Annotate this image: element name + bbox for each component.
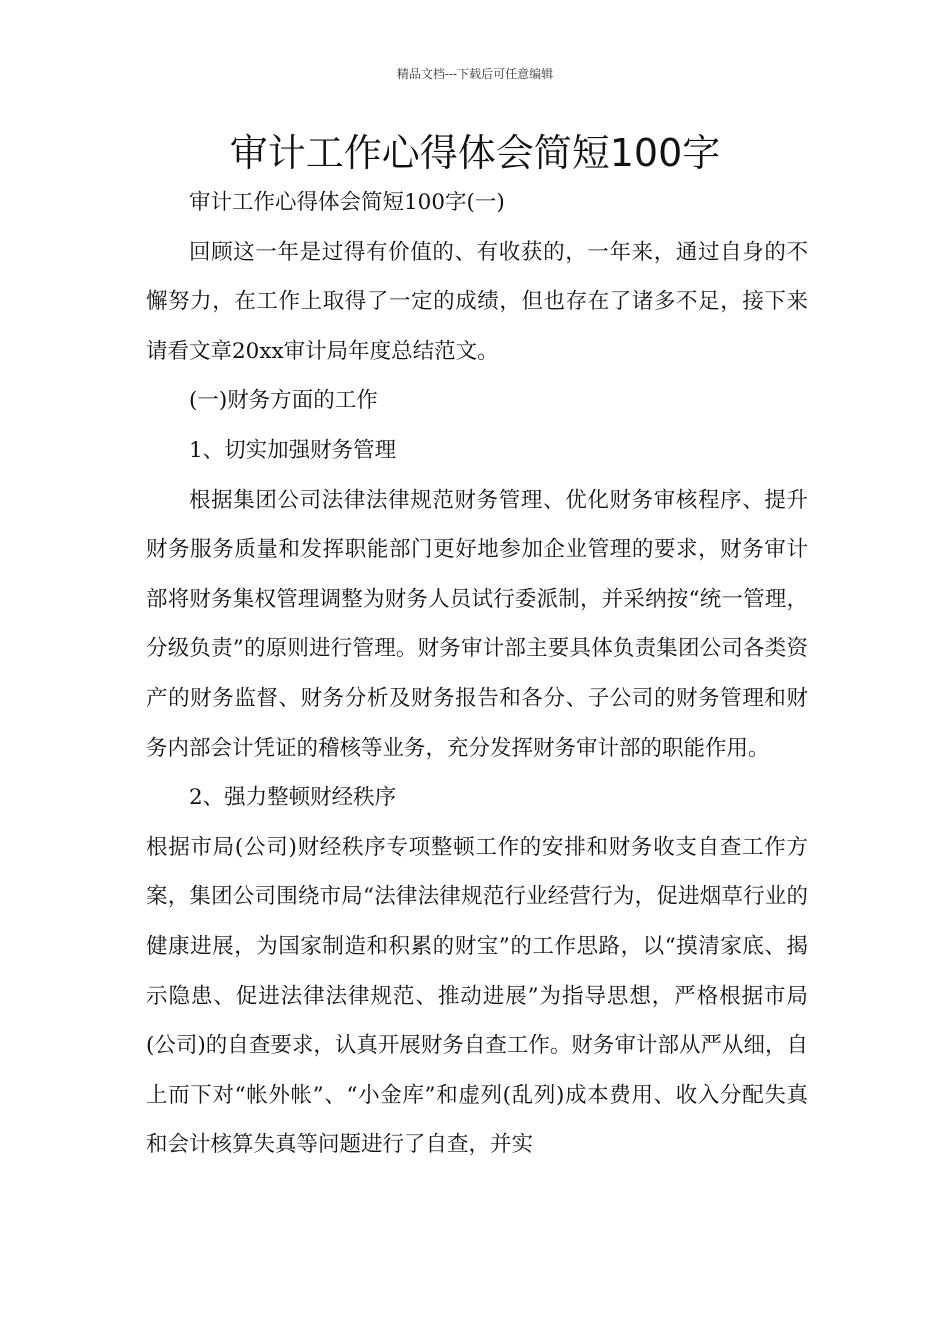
section-heading-1: 审计工作心得体会简短100字(一) [189,190,505,215]
paragraph-financial-order: 根据市局(公司)财经秩序专项整顿工作的安排和财务收支自查工作方案，集团公司围绕市局“法律法律规范行业经营行为，促进烟草行业的健康进展，为国家制造和积累的财宝”的工作思路，以“摸清家底、揭示隐患、促进法律法律规范、推动进展”为指导思想，严格根据市局(公司)的自查要求，认真开展财务自查工作。财务审计部从严从细，自上而下对“帐外帐”、“小金库”和虚列(乱列)成本费用、收入分配失真和会计核算失真等问题进行了自查，并实 [146,834,808,1158]
paragraph-intro: 回顾这一年是过得有价值的、有收获的，一年来，通过自身的不懈努力，在工作上取得了一定的成绩，但也存在了诸多不足，接下来请看文章20xx审计局年度总结范文。 [146,239,808,364]
item-heading-2: 2、强力整顿财经秩序 [189,785,397,811]
document-body [146,178,808,1170]
subsection-heading-finance: (一)财务方面的工作 [189,388,378,414]
paragraph-finance-management: 根据集团公司法律法律规范财务管理、优化财务审核程序、提升财务服务质量和发挥职能部门更好地参加企业管理的要求，财务审计部将财务集权管理调整为财务人员试行委派制，并采纳按“统一管理，分级负责”的原则进行管理。财务审计部主要具体负责集团公司各类资产的财务监督、财务分析及财务报告和各分、子公司的财务管理和财务内部会计凭证的稽核等业务，充分发挥财务审计部的职能作用。 [146,487,808,761]
page-header-note: 精品文档---下载后可任意编辑 [396,67,554,81]
document-title: 审计工作心得体会简短100字 [229,131,721,175]
item-heading-1: 1、切实加强财务管理 [189,437,397,463]
